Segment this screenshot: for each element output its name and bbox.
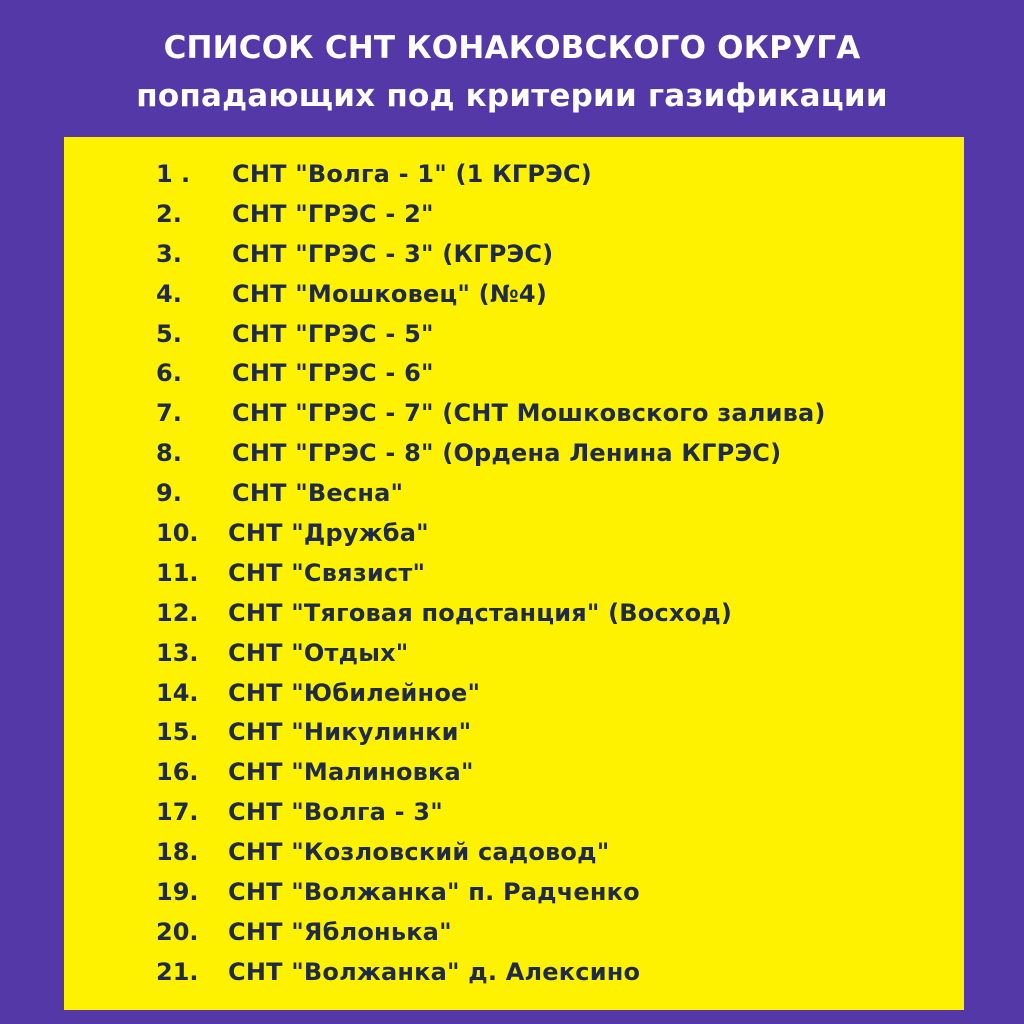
item-label: СНТ "ГРЭС - 6" [232,359,434,388]
item-number: 17. [156,798,199,827]
item-label: СНТ "Тяговая подстанция" (Восход) [228,598,733,627]
item-label: СНТ "Никулинки" [228,718,472,747]
item-number: 12. [156,598,199,627]
item-label: СНТ "Волжанка" п. Радченко [228,878,640,907]
item-label: СНТ "Юбилейное" [228,678,481,707]
list-item [64,434,964,474]
item-label: СНТ "Дружба" [228,519,429,548]
item-number: 14. [156,678,199,707]
item-number: 4. [156,279,182,308]
item-label: СНТ "ГРЭС - 5" [232,319,434,348]
list-item [64,235,964,275]
item-label: СНТ "ГРЭС - 8" (Ордена Ленина КГРЭС) [232,439,782,468]
list-item [64,474,964,514]
list-item [64,394,964,434]
list-item [64,594,964,634]
item-number: 19. [156,878,199,907]
list-item [64,275,964,315]
item-label: СНТ "Мошковец" (№4) [232,279,547,308]
item-number: 20. [156,917,199,946]
item-number: 9. [156,479,182,508]
list-item [64,674,964,714]
item-number: 10. [156,519,199,548]
list-item [64,913,964,953]
title-line-2: попадающих под критерии газификации [136,78,888,114]
item-number: 7. [156,399,182,428]
list-item [64,753,964,793]
item-number: 6. [156,359,182,388]
item-number: 13. [156,638,199,667]
item-label: СНТ "Волжанка" д. Алексино [228,957,641,986]
item-label: СНТ "Связист" [228,558,426,587]
list-item [64,155,964,195]
list-item [64,873,964,913]
item-number: 15. [156,718,199,747]
item-number: 18. [156,838,199,867]
item-number: 1 . [156,160,191,188]
item-number: 5. [156,319,182,348]
list-item [64,195,964,235]
list-item [64,713,964,753]
list-item [64,793,964,833]
list-item [64,514,964,554]
item-number: 8. [156,439,182,468]
list-item [64,634,964,674]
page-title [0,24,1024,120]
item-label: СНТ "ГРЭС - 3" (КГРЭС) [232,239,554,268]
list-item [64,953,964,993]
item-label: СНТ "Волга - 1" (1 КГРЭС) [232,160,592,188]
item-label: СНТ "Яблонька" [228,917,452,946]
item-number: 16. [156,758,199,787]
item-label: СНТ "Волга - 3" [228,798,443,827]
list-item [64,315,964,355]
item-label: СНТ "Малиновка" [228,758,474,787]
list-item [64,354,964,394]
item-number: 2. [156,199,182,228]
list-item [64,833,964,873]
item-label: СНТ "ГРЭС - 7" (СНТ Мошковского залива) [232,399,826,428]
item-label: СНТ "Козловский садовод" [228,838,610,867]
list-item [64,554,964,594]
item-number: 21. [156,957,199,986]
item-label: СНТ "ГРЭС - 2" [232,199,434,228]
title-line-1: СПИСОК СНТ КОНАКОВСКОГО ОКРУГА [163,30,861,66]
list-panel [64,137,964,1010]
item-number: 11. [156,558,199,587]
item-label: СНТ "Отдых" [228,638,409,667]
item-number: 3. [156,239,182,268]
item-label: СНТ "Весна" [232,479,404,508]
snt-list [64,155,964,993]
